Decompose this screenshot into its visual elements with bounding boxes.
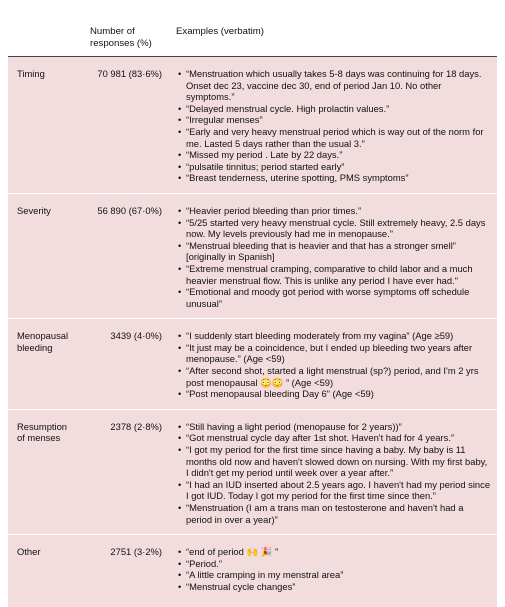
example-quote: • “It just may be a coincidence, but I ended up bleeding two years after menopause.” (Age <59) — [176, 342, 491, 365]
example-quote: • “Breast tenderness, uterine spotting, PMS symptoms” — [176, 172, 491, 184]
example-quote: • “Got menstrual cycle day after 1st shot. Haven't had for 4 years.” — [176, 432, 491, 444]
example-quote: • “Emotional and moody got period with worse symptoms off schedule unusual” — [176, 286, 491, 309]
row-examples — [170, 409, 497, 534]
row-count: 2751 (3·2%) — [110, 546, 162, 558]
row-category: Timing — [17, 68, 45, 79]
examples-list — [176, 546, 491, 592]
example-quote: • “Still having a light period (menopause for 2 years))” — [176, 421, 491, 433]
row-category: Resumption of menses — [17, 420, 68, 444]
example-quote: • “Menstruation (I am a trans man on testosterone and haven't had a period in over a year)” — [176, 502, 491, 525]
header-row — [8, 14, 497, 57]
header-responses: Number of responses (%) — [90, 26, 152, 49]
examples-list — [176, 68, 491, 184]
example-quote: • “After second shot, started a light menstrual (sp?) period, and I'm 2 yrs post menopausal 😳😳 ” (Age <59) — [176, 365, 491, 388]
row-examples — [170, 193, 497, 318]
examples-list — [176, 421, 491, 525]
row-examples — [170, 57, 497, 194]
table-row — [8, 193, 497, 318]
example-quote: • “Menstrual bleeding that is heavier and that has a stronger smell” [originally in Spanish] — [176, 240, 491, 263]
example-quote: • “Period.” — [176, 558, 491, 570]
example-quote: • “Delayed menstrual cycle. High prolactin values.” — [176, 103, 491, 115]
table-row — [8, 535, 497, 607]
example-quote: • “Post menopausal bleeding Day 6” (Age <59) — [176, 388, 491, 400]
table-header — [8, 14, 497, 57]
row-category: Menopausal bleeding — [17, 330, 69, 353]
table-row — [8, 57, 497, 194]
table-body — [8, 57, 497, 607]
example-quote: • “I had an IUD inserted about 2.5 years ago. I haven't had my period since I got IUD. Today I got my period for the first time since then.” — [176, 479, 491, 502]
example-quote: • “end of period 🙌 🎉 ” — [176, 546, 491, 558]
example-quote: • “A little cramping in my menstral area” — [176, 569, 491, 581]
example-quote: • “Heavier period bleeding than prior times.” — [176, 205, 491, 217]
example-quote: • “Early and very heavy menstrual period which is way out of the norm for me. Lasted 5 days rather than the usual 3.” — [176, 126, 491, 149]
example-quote: • “I got my period for the first time since having a baby. My baby is 11 months old now and haven't slowed down on nursing. With my first baby, I didn't get my period until week over a year after.” — [176, 444, 491, 479]
row-category: Severity — [17, 204, 51, 216]
header-examples: Examples (verbatim) — [176, 26, 264, 37]
example-quote: • “Extreme menstrual cramping, comparative to child labor and a much heavier menstrual flow. This is unlike any period I have ever had.” — [176, 263, 491, 286]
example-quote: • “5/25 started very heavy menstrual cycle. Still extremely heavy, 2.5 days now. My levels previously had me in menopause.” — [176, 217, 491, 240]
example-quote: • “pulsatile tinnitus; period started early” — [176, 161, 491, 173]
example-quote: • “Missed my period . Late by 22 days.” — [176, 149, 491, 161]
example-quote: • “Menstruation which usually takes 5-8 days was continuing for 18 days. Onset dec 23, vaccine dec 30, end of period Jan 10. No other symptoms.” — [176, 68, 491, 103]
responses-table — [8, 14, 497, 607]
examples-list — [176, 205, 491, 309]
row-count: 70 981 (83·6%) — [97, 68, 162, 79]
row-count: 3439 (4·0%) — [110, 330, 162, 342]
row-count: 56 890 (67·0%) — [97, 204, 162, 216]
row-count: 2378 (2·8%) — [110, 420, 162, 432]
row-examples — [170, 319, 497, 410]
row-category: Other — [17, 546, 41, 558]
examples-list — [176, 330, 491, 400]
example-quote: • “Menstrual cycle changes” — [176, 581, 491, 593]
example-quote: • “I suddenly start bleeding moderately from my vagina” (Age ≥59) — [176, 330, 491, 342]
table-row — [8, 409, 497, 534]
header-category — [8, 14, 78, 57]
row-examples — [170, 535, 497, 607]
example-quote: • “Irregular menses” — [176, 114, 491, 126]
table-row — [8, 319, 497, 410]
data-table-container — [8, 14, 497, 607]
